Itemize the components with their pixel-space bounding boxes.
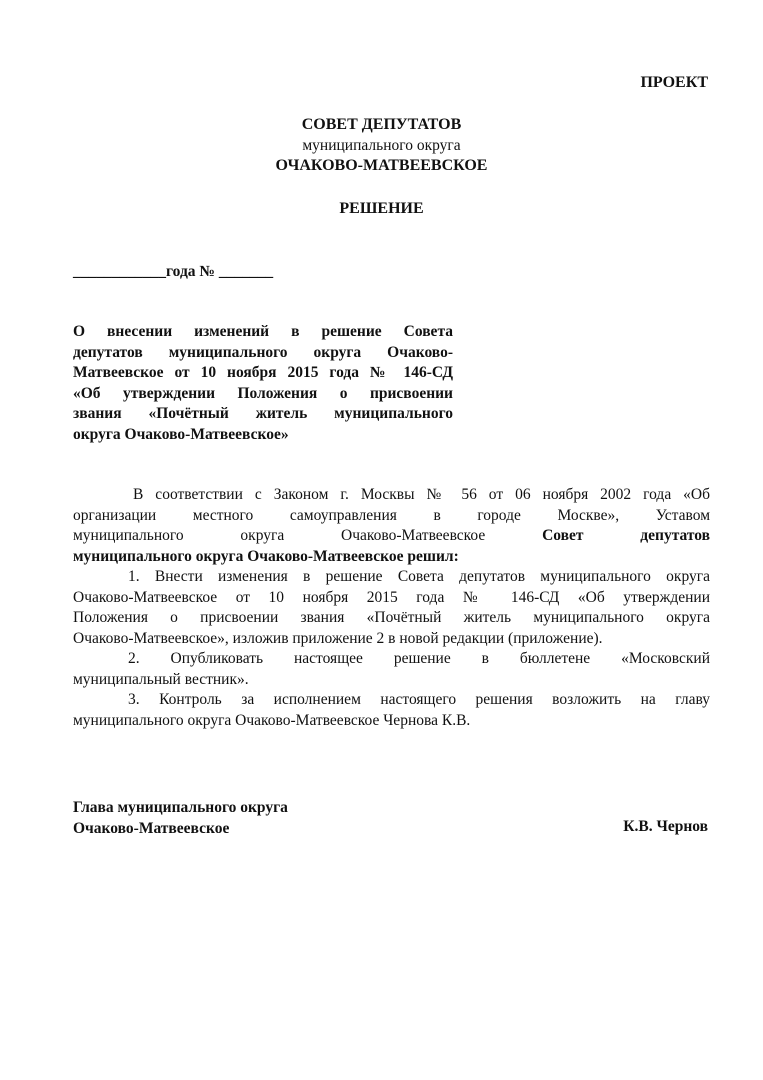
item-2-line: муниципальный вестник». [73,670,249,688]
preamble-line: организации местного самоуправления в городе Москве», Уставом [73,506,710,524]
decision-title: РЕШЕНИЕ [339,200,424,217]
subject-line: О внесении изменений в решение Совета [73,323,453,340]
item-1-line: 1. Внести изменения в решение Совета депутатов муниципального округа [128,568,710,585]
preamble-line: В соответствии с Законом г. Москвы № 56 от 06 ноября 2002 года «Об [133,486,710,503]
signatory-title-line: Очаково-Матвеевское [73,820,230,837]
item-3-line: муниципального округа Очаково-Матвеевское Чернова К.В. [73,711,471,729]
item-1-line: Очаково-Матвеевское», изложив приложение 2 в новой редакции (приложение). [73,629,603,647]
item-1-line: Положения о присвоении звания «Почётный житель муниципального округа [73,609,710,626]
decision-subject [73,322,453,445]
date-number-line: ____________года № _______ [73,263,274,280]
signatory-title-line: Глава муниципального округа [73,799,288,816]
item-2-line: 2. Опубликовать настоящее решение в бюллетене «Московский [128,650,710,667]
subject-line: «Об утверждении Положения о присвоении [73,384,453,402]
subject-line: округа Очаково-Матвеевское» [73,425,289,443]
decision-items [73,567,710,731]
signatory-name: К.В. Чернов [623,818,708,835]
signatory-title [73,797,288,839]
subject-line: депутатов муниципального округа Очаково- [73,343,453,361]
district-name: ОЧАКОВО-МАТВЕЕВСКОЕ [275,157,488,174]
item-3-line: 3. Контроль за исполнением настоящего решения возложить на главу [128,691,710,708]
preamble-text: муниципального округа Очаково-Матвеевское [73,527,543,544]
council-title: СОВЕТ ДЕПУТАТОВ [301,116,462,133]
preamble-line: муниципального округа Очаково-Матвеевское решил: [73,547,459,565]
preamble-paragraph [73,485,710,567]
municipal-subtitle: муниципального округа [302,137,461,154]
preamble-bold-text: Совет депутатов [542,527,710,544]
draft-mark: ПРОЕКТ [640,74,708,91]
subject-line: Матвеевское от 10 ноября 2015 года № 146-СД [73,364,453,381]
preamble-line [73,526,710,547]
item-1-line: Очаково-Матвеевское от 10 ноября 2015 года № 146-СД «Об утверждении [73,588,710,606]
subject-line: звания «Почётный житель муниципального [73,405,453,422]
